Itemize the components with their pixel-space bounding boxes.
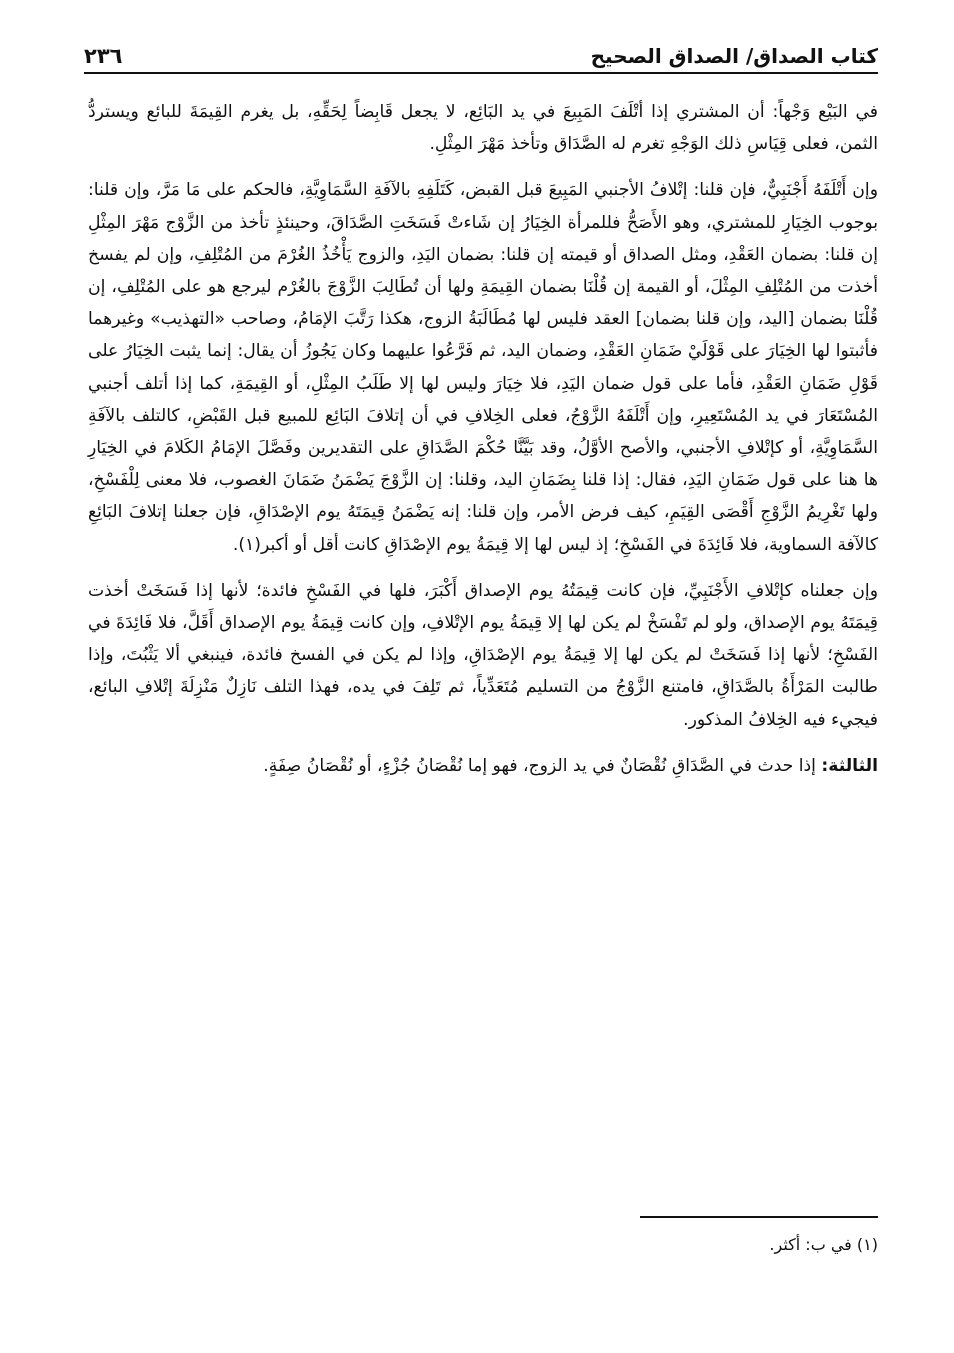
paragraph-2 <box>88 174 878 560</box>
paragraph-4 <box>88 750 878 782</box>
header-divider <box>84 72 878 74</box>
page-body <box>88 96 878 796</box>
section-heading-third: الثالثة: <box>821 755 878 776</box>
paragraph-3-text: وإن جعلناه كإتْلافِ الأَجْنَبِيِّ، فإن كانت قِيمَتُهُ يوم الإصداق أَكْبَرَ، فلها في الفَسْخِ فائدة؛ لأنها إذا فَسَخَتْ أخذت قِيمَتَهُ يوم الإصداق، ولو لم تَفْسَخْ لم يكن لها إلا قِيمَةُ يوم الإتْلافِ، وإن كانت قِيمَةُ يوم الإصداق أَقَلَّ، فلا فَائِدَةَ في الفَسْخِ؛ لأنها إذا فَسَخَتْ لم يكن لها إلا قِيمَةُ يوم الإصْدَاقِ، وإذا لم يكن في الفسخ فائدة، فينبغي ألا يَثْبُتَ، وإذا طالبت المَرْأَةُ بالصَّدَاقِ، فامتنع الزَّوْجُ من التسليم مُتَعَدِّياً، ثم تَلِفَ في يده، فهذا التلف نَازِلٌ مَنْزِلَةَ إتْلافِ البائع، فيجيء فيه الخِلافُ المذكور. <box>88 580 878 730</box>
footnote-marker: (١) <box>238 534 261 555</box>
paragraph-2-text: وإن أَتْلَفَهُ أَجْنَبِيٌّ، فإن قلنا: إتْلافُ الأجنبي المَبِيعَ قبل القبض، كَتَلَفِهِ بالآفَةِ السَّمَاوِيَّةِ، فالحكم على مَا مَرَّ، وإن قلنا: بوجوب الخِيَارِ للمشتري، وهو الأَصَحُّ فللمرأة الخِيَارُ إن شَاءتْ فَسَخَتِ الصَّدَاقَ، وحينئذٍ تأخذ من الزَّوْج مَهْرَ المِثْلِ إن قلنا: بضمان العَقْدِ، ومثل الصداق أو قيمته إن قلنا: بضمان اليَدِ، والزوج يَأْخُذُ الغُرْمَ من المُتْلِفِ، وإن لم يفسخ أخذت من المُتْلِفِ المِثْلَ، أو القيمة إن قُلْنَا بضمان القِيمَةِ ولها أن تُطَالِبَ الزَّوْجَ بالغُرْم ليرجع هو على المُتْلِفِ، إن قُلْنَا بضمان [اليد، وإن قلنا بضمان] العقد فليس لها مُطَالَبَةُ الزوج، هكذا رَتَّبَ الإمَامُ، وصاحب «التهذيب» وغيرهما فأثبتوا لها الخِيَارَ على قَوْلَيْ ضَمَانِ العَقْدِ، وضمان اليد، ثم فَرَّعُوا عليهما وكان يَجُوزُ أن يقال: إنما يثبت الخِيَارُ على قَوْلِ ضَمَانِ العَقْدِ، فأما على قول ضمان اليَدِ، فلا خِيَارَ وليس لها إلا طَلَبُ المِثْلِ، أو القِيمَةِ، كما إذا أتلف أجنبي المُسْتَعَارَ في يد المُسْتَعِيرِ، وإن أَتْلَفَهُ الزَّوْجُ، فعلى الخِلافِ في أن إتلافَ البَائِع للمبيع قبل القَبْضِ، كالتلف بالآفَةِ السَّمَاوِيَّةِ، أو كإتْلافِ الأجنبي، والأصح الأوَّلُ، وقد بَيَّنَّا حُكْمَ الصَّدَاقِ على التقديرين وفَصَّلَ الإمَامُ الكَلامَ في الخِيَارِ ها هنا على قول ضَمَانِ اليَدِ، فقال: إذا قلنا بِضَمَانِ اليد، وقلنا: إن الزَّوْجَ يَضْمَنُ ضَمَانَ الغصوب، فلا معنى لِلْفَسْخِ، ولها تَغْرِيمُ الزَّوْجِ أَقْصَى القِيَمِ، كيف فرض الأمر، وإن قلنا: إنه يَضْمَنُ قِيمَتَهُ يوم الإصْدَاقِ، فإن جعلنا إتلافَ البَائِعِ كالآفة السماوية، فلا فَائِدَةَ في الفَسْخِ؛ إذ ليس لها إلا قِيمَةُ يوم الإصْدَاقِ كانت أقل أو أكبر <box>88 180 878 555</box>
footnote: (١) في ب: أكثر. <box>769 1235 878 1254</box>
running-header <box>84 34 878 68</box>
page-number: ٢٣٦ <box>84 44 123 68</box>
paragraph-4-text: إذا حدث في الصَّدَاقِ نُقْصَانٌ في يد الزوج، فهو إما نُقْصَانُ جُزْءٍ، أو نُقْصَانُ صِفَةٍ. <box>263 755 822 776</box>
running-title: كتاب الصداق/ الصداق الصحيح <box>590 44 878 68</box>
paragraph-1-text: في البَيْع وَجْهاً: أن المشتري إذا أتْلَفَ المَبِيعَ في يد البَائِع، لا يجعل قَابِضاً لِحَقِّهِ، بل يغرم القِيمَةَ للبائع ويستردُّ الثمن، فعلى قِيَاسِ ذلك الوَجْهِ تغرم له الصَّدَاق وتأخذ مَهْرَ المِثْلِ. <box>88 102 878 155</box>
paragraph-2-tail: . <box>232 534 239 555</box>
footnote-divider <box>640 1216 878 1218</box>
paragraph-1 <box>88 96 878 160</box>
paragraph-3 <box>88 575 878 736</box>
